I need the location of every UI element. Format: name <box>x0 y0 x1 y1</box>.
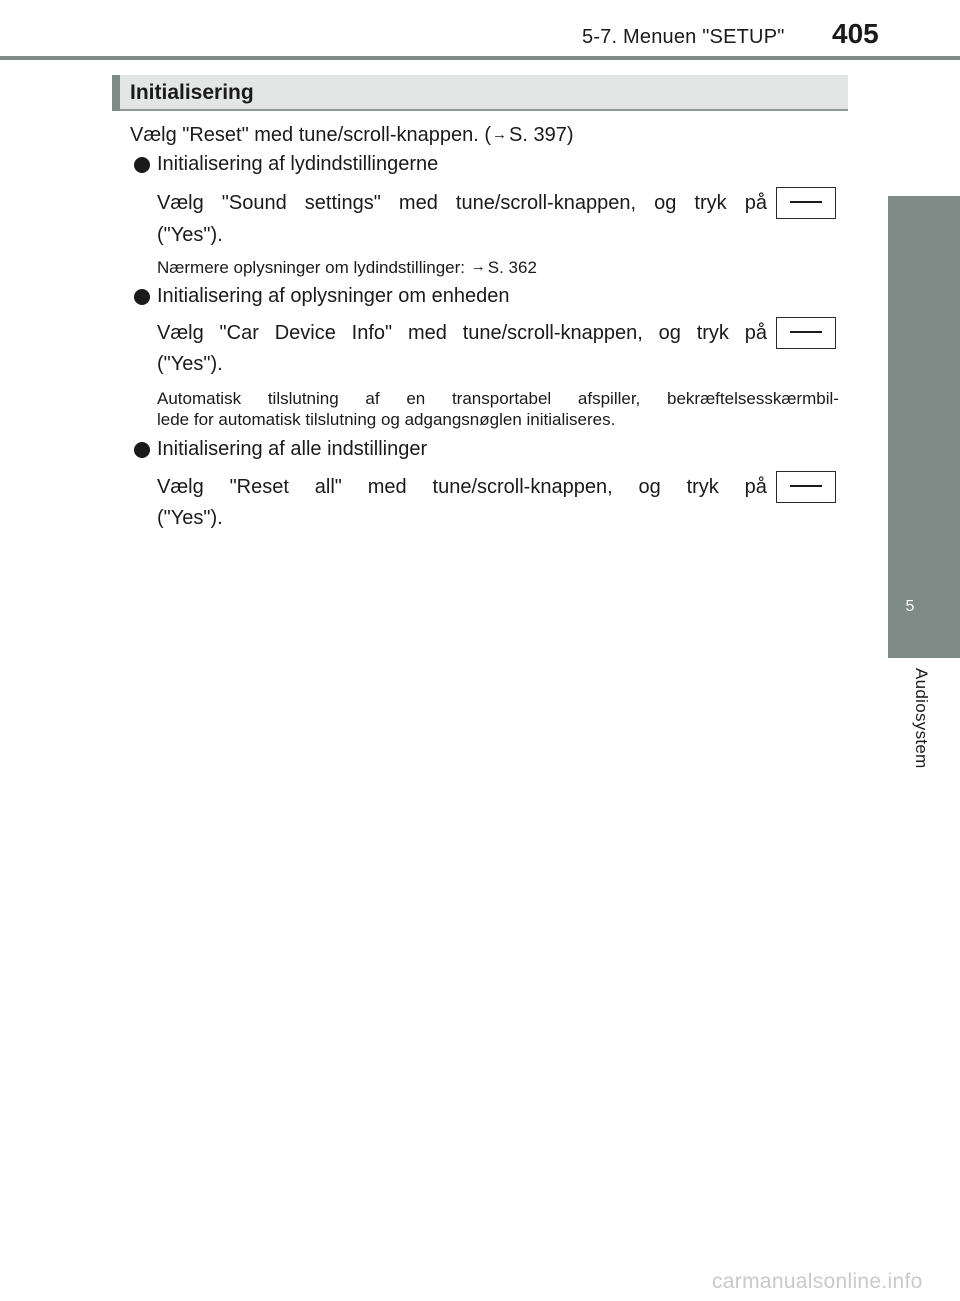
word: tryk <box>694 192 727 214</box>
button-dash-icon <box>790 485 822 487</box>
bullet-icon <box>134 157 150 173</box>
button-dash-icon <box>790 201 822 203</box>
word: med <box>407 322 447 344</box>
chapter-tab <box>888 196 960 658</box>
section-title-accent <box>112 75 120 111</box>
key-button <box>776 317 836 349</box>
item-heading: Initialisering af lydindstillingerne <box>157 153 439 175</box>
item-note <box>157 258 537 278</box>
word: og <box>654 192 677 214</box>
word: settings" <box>304 192 381 214</box>
page-number: 405 <box>832 18 879 49</box>
word: på <box>744 192 767 214</box>
word: transportabel <box>451 389 552 408</box>
item-instruction <box>157 322 767 345</box>
word: "Sound <box>221 192 287 214</box>
word: og <box>658 322 681 344</box>
bullet-icon <box>134 289 150 305</box>
section-title: Initialisering <box>130 81 254 104</box>
word: tune/scroll-knappen, <box>455 192 636 214</box>
word: på <box>744 322 767 344</box>
note-ref: S. 362 <box>487 258 537 277</box>
item-heading: Initialisering af oplysninger om enheden <box>157 285 510 307</box>
item-instruction <box>157 192 767 215</box>
item-note-end: lede for automatisk tilslutning og adgangsnøglen initialiseres. <box>157 410 616 429</box>
word: en <box>406 389 426 408</box>
chapter-label: Audiosystem <box>912 668 931 769</box>
item-note <box>157 389 839 409</box>
arrow-icon: → <box>492 126 508 143</box>
item-instruction <box>157 476 767 499</box>
key-button <box>776 471 836 503</box>
arrow-icon: → <box>470 258 486 275</box>
word: tune/scroll-knappen, <box>432 476 613 498</box>
header-rule <box>0 56 960 60</box>
word: bekræftelsesskærmbil- <box>667 389 839 408</box>
word: Automatisk <box>157 389 242 408</box>
word: på <box>744 476 767 498</box>
item-instruction-end: ("Yes"). <box>157 224 223 246</box>
word: med <box>398 192 438 214</box>
intro-line <box>130 124 574 147</box>
word: og <box>638 476 661 498</box>
word: Vælg <box>157 322 204 344</box>
word: Vælg <box>157 476 204 498</box>
word: Vælg <box>157 192 204 214</box>
section-header: 5-7. Menuen "SETUP" <box>582 26 785 48</box>
key-button <box>776 187 836 219</box>
word: afspiller, <box>577 389 641 408</box>
word: "Car <box>219 322 259 344</box>
note-text: Nærmere oplysninger om lydindstillinger: <box>157 258 466 277</box>
word: "Reset <box>229 476 289 498</box>
word: Device <box>274 322 336 344</box>
word: tryk <box>696 322 729 344</box>
word: tryk <box>686 476 719 498</box>
word: med <box>367 476 407 498</box>
bullet-icon <box>134 442 150 458</box>
word: af <box>365 389 380 408</box>
word: tilslutning <box>267 389 339 408</box>
word: tune/scroll-knappen, <box>462 322 643 344</box>
word: all" <box>314 476 342 498</box>
intro-ref: S. 397) <box>509 124 574 146</box>
word: Info" <box>351 322 393 344</box>
intro-text: Vælg "Reset" med tune/scroll-knappen. ( <box>130 124 492 146</box>
item-instruction-end: ("Yes"). <box>157 353 223 375</box>
item-instruction-end: ("Yes"). <box>157 507 223 529</box>
watermark: carmanualsonline.info <box>712 1270 923 1293</box>
chapter-number: 5 <box>905 598 915 615</box>
item-heading: Initialisering af alle indstillinger <box>157 438 428 460</box>
button-dash-icon <box>790 331 822 333</box>
